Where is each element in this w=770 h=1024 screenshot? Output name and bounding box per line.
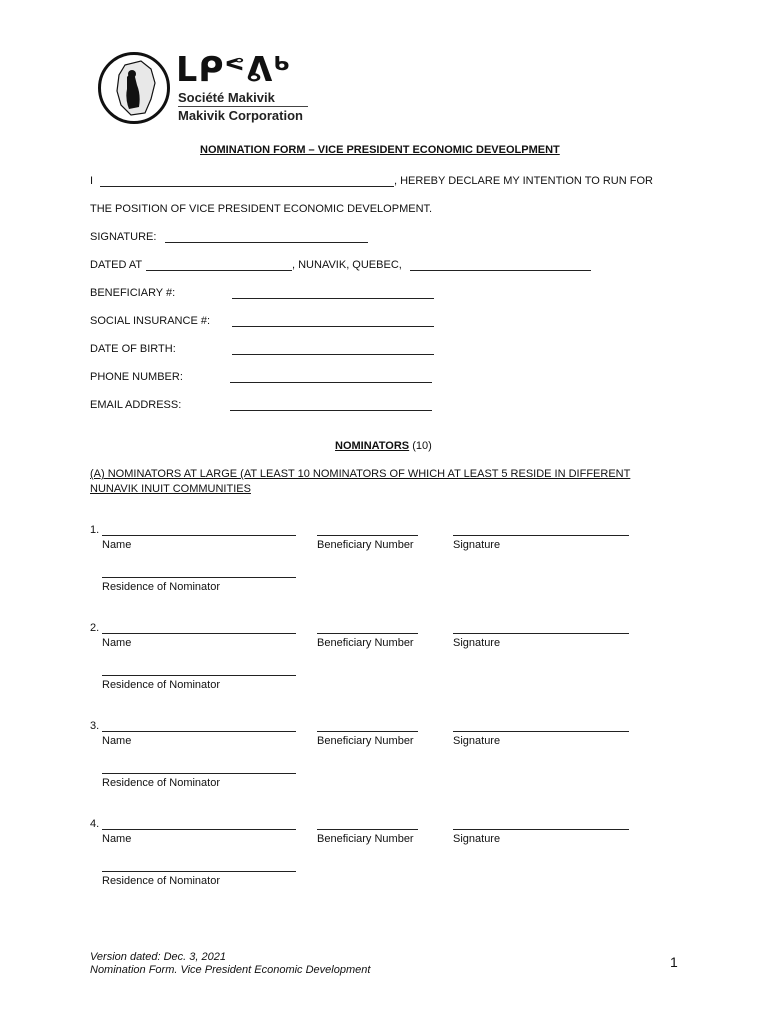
nominator-signature-field[interactable] xyxy=(453,633,629,634)
nominator-beneficiary-label: Beneficiary Number xyxy=(317,637,414,649)
signature-field[interactable] xyxy=(165,242,368,243)
dob-field[interactable] xyxy=(232,354,434,355)
nominator-residence-field[interactable] xyxy=(102,871,296,872)
nominator-beneficiary-field[interactable] xyxy=(317,633,418,634)
logo-divider xyxy=(178,106,308,107)
section-a-line1: (A) NOMINATORS AT LARGE (AT LEAST 10 NOMINATORS OF WHICH AT LEAST 5 RESIDE IN DIFFERENT xyxy=(90,468,631,480)
makivik-logo xyxy=(98,52,313,130)
nominator-residence-label: Residence of Nominator xyxy=(102,875,221,887)
nominator-signature-field[interactable] xyxy=(453,535,629,536)
nominator-name-field[interactable] xyxy=(102,731,296,732)
nominator-name-label: Name xyxy=(102,833,132,845)
org-name-french: Société Makivik xyxy=(178,90,275,105)
map-emblem-icon xyxy=(98,52,170,124)
nominator-residence-label: Residence of Nominator xyxy=(102,581,221,593)
nominator-beneficiary-field[interactable] xyxy=(317,829,418,830)
nominator-beneficiary-label: Beneficiary Number xyxy=(317,539,414,551)
beneficiary-field[interactable] xyxy=(232,298,434,299)
nominator-name-field[interactable] xyxy=(102,535,296,536)
sin-label: SOCIAL INSURANCE #: xyxy=(90,315,211,327)
nominator-signature-field[interactable] xyxy=(453,731,629,732)
footer-doc-name: Nomination Form. Vice President Economic Development xyxy=(90,964,371,976)
declare-position: THE POSITION OF VICE PRESIDENT ECONOMIC DEVELOPMENT. xyxy=(90,203,433,215)
declare-suffix: , HEREBY DECLARE MY INTENTION TO RUN FOR xyxy=(394,175,653,187)
nominators-count: (10) xyxy=(412,440,432,452)
nominator-residence-label: Residence of Nominator xyxy=(102,679,221,691)
date-field[interactable] xyxy=(410,270,591,271)
nominator-name-label: Name xyxy=(102,735,132,747)
nominator-name-field[interactable] xyxy=(102,633,296,634)
beneficiary-label: BENEFICIARY #: xyxy=(90,287,176,299)
nominator-name-field[interactable] xyxy=(102,829,296,830)
location-text: , NUNAVIK, QUEBEC, xyxy=(292,259,402,271)
nominator-residence-field[interactable] xyxy=(102,675,296,676)
nominator-signature-label: Signature xyxy=(453,833,501,845)
nominator-beneficiary-field[interactable] xyxy=(317,731,418,732)
nominators-heading xyxy=(335,440,432,452)
footer-version: Version dated: Dec. 3, 2021 xyxy=(90,951,226,963)
nominator-number: 2. xyxy=(90,622,100,634)
section-a-line2: NUNAVIK INUIT COMMUNITIES xyxy=(90,483,251,495)
nominator-beneficiary-label: Beneficiary Number xyxy=(317,833,414,845)
nominator-signature-label: Signature xyxy=(453,539,501,551)
sin-field[interactable] xyxy=(232,326,434,327)
form-title: NOMINATION FORM – VICE PRESIDENT ECONOMIC DEVEOLPMENT xyxy=(200,144,560,156)
dated-at-label: DATED AT xyxy=(90,259,143,271)
nominator-signature-label: Signature xyxy=(453,637,501,649)
nominators-heading-text: NOMINATORS xyxy=(335,440,410,452)
nominator-beneficiary-label: Beneficiary Number xyxy=(317,735,414,747)
page-number: 1 xyxy=(670,954,678,970)
nominator-name-label: Name xyxy=(102,539,132,551)
nominator-beneficiary-field[interactable] xyxy=(317,535,418,536)
nominator-number: 1. xyxy=(90,524,100,536)
phone-field[interactable] xyxy=(230,382,432,383)
nominator-number: 4. xyxy=(90,818,100,830)
email-label: EMAIL ADDRESS: xyxy=(90,399,182,411)
declarant-name-field[interactable] xyxy=(100,186,394,187)
nominator-name-label: Name xyxy=(102,637,132,649)
signature-label: SIGNATURE: xyxy=(90,231,157,243)
nominator-signature-field[interactable] xyxy=(453,829,629,830)
nominator-residence-label: Residence of Nominator xyxy=(102,777,221,789)
declare-prefix: I xyxy=(90,175,94,187)
nominator-number: 3. xyxy=(90,720,100,732)
logo-syllabics: ᒪᑭᕝᕕᒃ xyxy=(176,50,292,90)
org-name-english: Makivik Corporation xyxy=(178,108,303,123)
dated-at-field[interactable] xyxy=(146,270,292,271)
nominator-residence-field[interactable] xyxy=(102,773,296,774)
dob-label: DATE OF BIRTH: xyxy=(90,343,176,355)
phone-label: PHONE NUMBER: xyxy=(90,371,183,383)
nominator-signature-label: Signature xyxy=(453,735,501,747)
email-field[interactable] xyxy=(230,410,432,411)
nominator-residence-field[interactable] xyxy=(102,577,296,578)
